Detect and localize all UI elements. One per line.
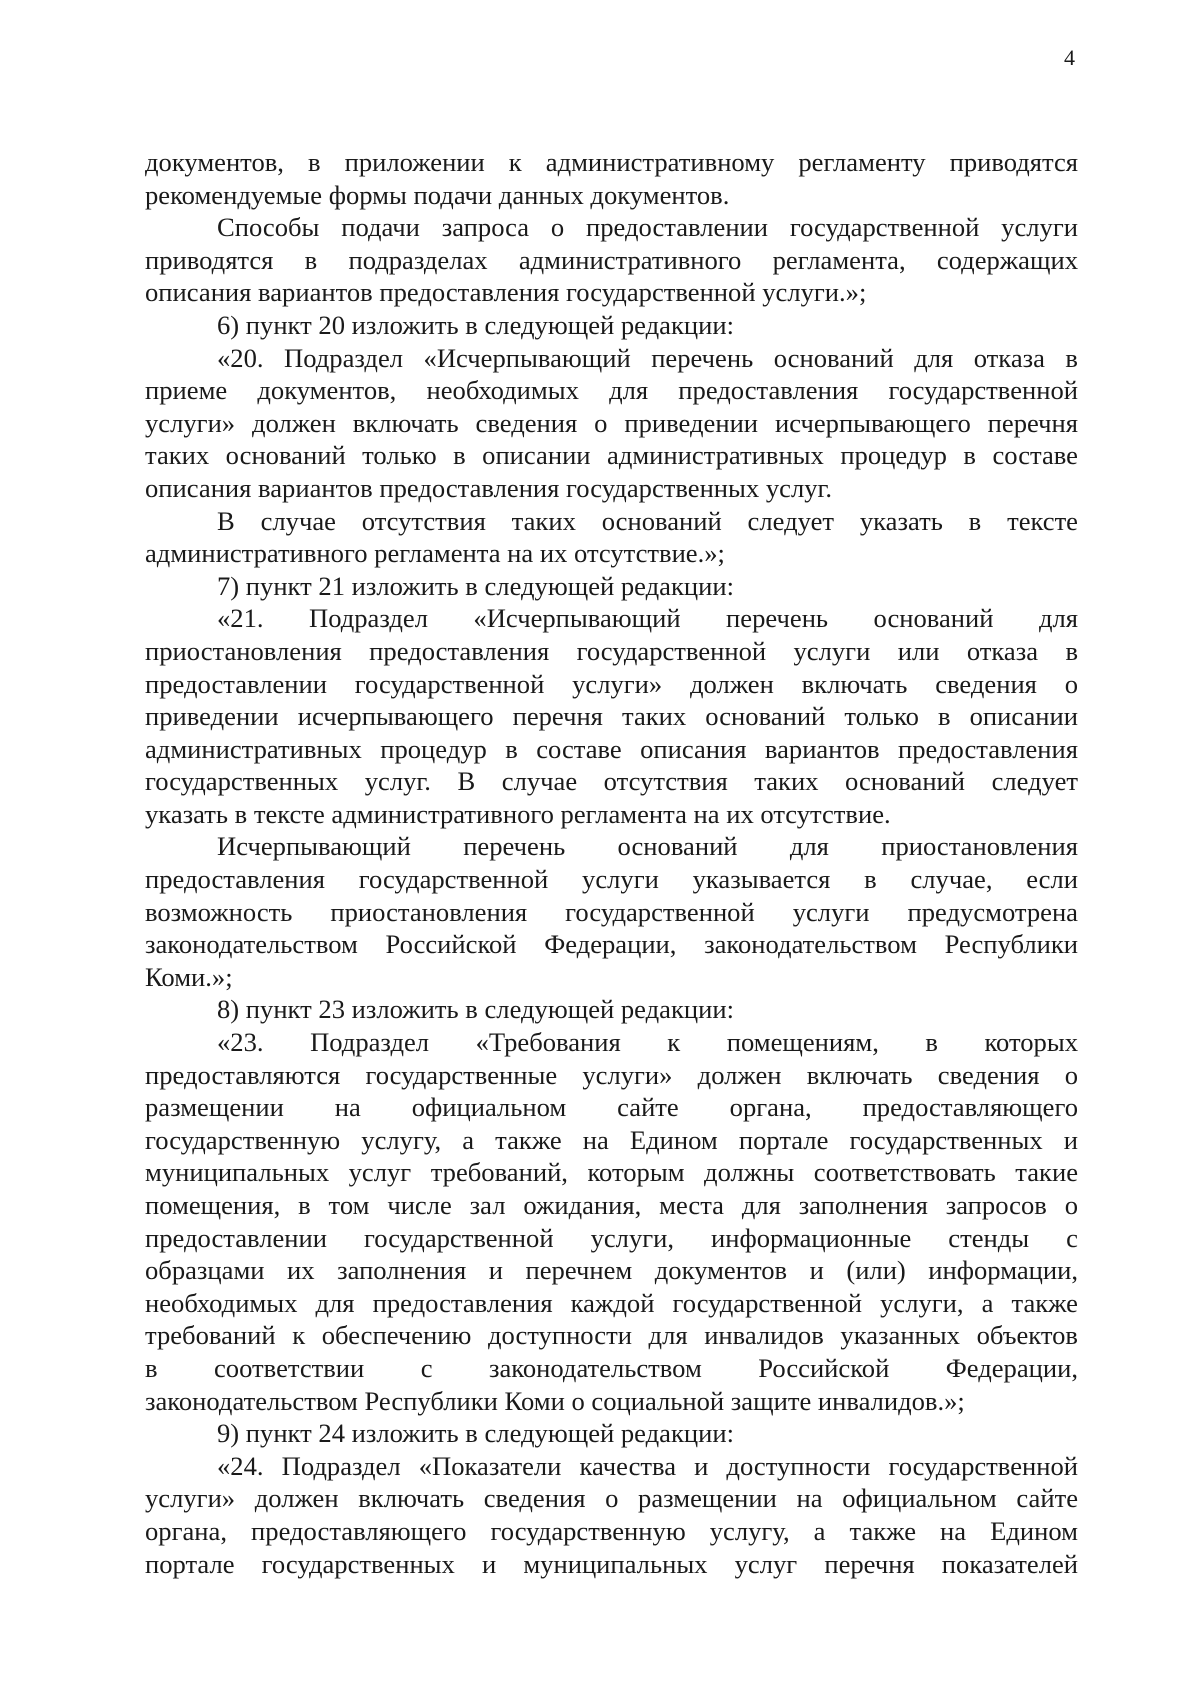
text-line: муниципальных услуг требований, которым должны соответствовать такие bbox=[145, 1157, 1078, 1188]
text-line: помещения, в том числе зал ожидания, места для заполнения запросов о bbox=[145, 1190, 1078, 1220]
text-line: 9) пункт 24 изложить в следующей редакции: bbox=[217, 1418, 734, 1449]
page-number: 4 bbox=[1064, 45, 1075, 70]
text-line: документов, в приложении к административному регламенту приводятся bbox=[145, 147, 1078, 177]
text-line: 6) пункт 20 изложить в следующей редакции: bbox=[217, 309, 734, 340]
text-line: таких оснований только в описании административных процедур в составе bbox=[145, 440, 1078, 471]
text-line: предоставления государственной услуги указывается в случае, если bbox=[145, 864, 1078, 895]
text-line: описания вариантов предоставления государственной услуги.»; bbox=[145, 277, 867, 308]
text-line: приеме документов, необходимых для предоставления государственной bbox=[145, 375, 1078, 406]
text-line: рекомендуемые формы подачи данных документов. bbox=[145, 179, 730, 210]
text-line: размещении на официальном сайте органа, предоставляющего bbox=[145, 1092, 1078, 1123]
text-line: «20. Подраздел «Исчерпывающий перечень оснований для отказа в bbox=[217, 342, 1078, 373]
text-line: «21. Подраздел «Исчерпывающий перечень оснований для bbox=[217, 603, 1078, 634]
text-line: Коми.»; bbox=[145, 961, 233, 992]
text-line: законодательством Российской Федерации, законодательством Республики bbox=[145, 929, 1078, 960]
text-line: В случае отсутствия таких оснований следует указать в тексте bbox=[217, 505, 1078, 536]
text-line: образцами их заполнения и перечнем документов и (или) информации, bbox=[145, 1255, 1078, 1286]
text-line: приводятся в подразделах административного регламента, содержащих bbox=[145, 244, 1078, 275]
text-line: «23. Подраздел «Требования к помещениям, в которых bbox=[217, 1027, 1078, 1058]
text-line: описания вариантов предоставления государственных услуг. bbox=[145, 472, 833, 503]
text-line: приведении исчерпывающего перечня таких оснований только в описании bbox=[145, 701, 1078, 732]
text-line: услуги» должен включать сведения о приведении исчерпывающего перечня bbox=[145, 407, 1078, 438]
text-line: приостановления предоставления государственной услуги или отказа в bbox=[145, 635, 1078, 666]
text-line: Способы подачи запроса о предоставлении государственной услуги bbox=[217, 212, 1078, 243]
text-line: предоставлении государственной услуги, информационные стенды с bbox=[145, 1222, 1078, 1253]
text-line: административных процедур в составе описания вариантов предоставления bbox=[145, 733, 1078, 764]
text-line: указать в тексте административного регламента на их отсутствие. bbox=[145, 798, 891, 829]
text-line: возможность приостановления государственной услуги предусмотрена bbox=[145, 896, 1078, 927]
text-line: требований к обеспечению доступности для инвалидов указанных объектов bbox=[145, 1320, 1078, 1351]
text-line: «24. Подраздел «Показатели качества и доступности государственной bbox=[217, 1450, 1078, 1481]
text-line: в соответствии с законодательством Российской Федерации, bbox=[145, 1352, 1078, 1383]
text-line: органа, предоставляющего государственную услугу, а также на Едином bbox=[145, 1515, 1078, 1546]
text-line: 7) пункт 21 изложить в следующей редакции: bbox=[217, 570, 734, 601]
document-body bbox=[145, 146, 1078, 1580]
text-line: государственных услуг. В случае отсутствия таких оснований следует bbox=[145, 766, 1078, 797]
text-line: портале государственных и муниципальных услуг перечня показателей bbox=[145, 1548, 1078, 1579]
text-line: Исчерпывающий перечень оснований для приостановления bbox=[217, 831, 1078, 862]
text-line: предоставляются государственные услуги» должен включать сведения о bbox=[145, 1059, 1078, 1090]
text-line: предоставлении государственной услуги» должен включать сведения о bbox=[145, 668, 1078, 699]
text-line: законодательством Республики Коми о социальной защите инвалидов.»; bbox=[145, 1385, 965, 1416]
text-line: административного регламента на их отсутствие.»; bbox=[145, 538, 725, 569]
text-line: необходимых для предоставления каждой государственной услуги, а также bbox=[145, 1287, 1078, 1318]
text-line: государственную услугу, а также на Едином портале государственных и bbox=[145, 1124, 1078, 1155]
text-line: 8) пункт 23 изложить в следующей редакции: bbox=[217, 994, 734, 1025]
text-line: услуги» должен включать сведения о размещении на официальном сайте bbox=[145, 1483, 1078, 1514]
